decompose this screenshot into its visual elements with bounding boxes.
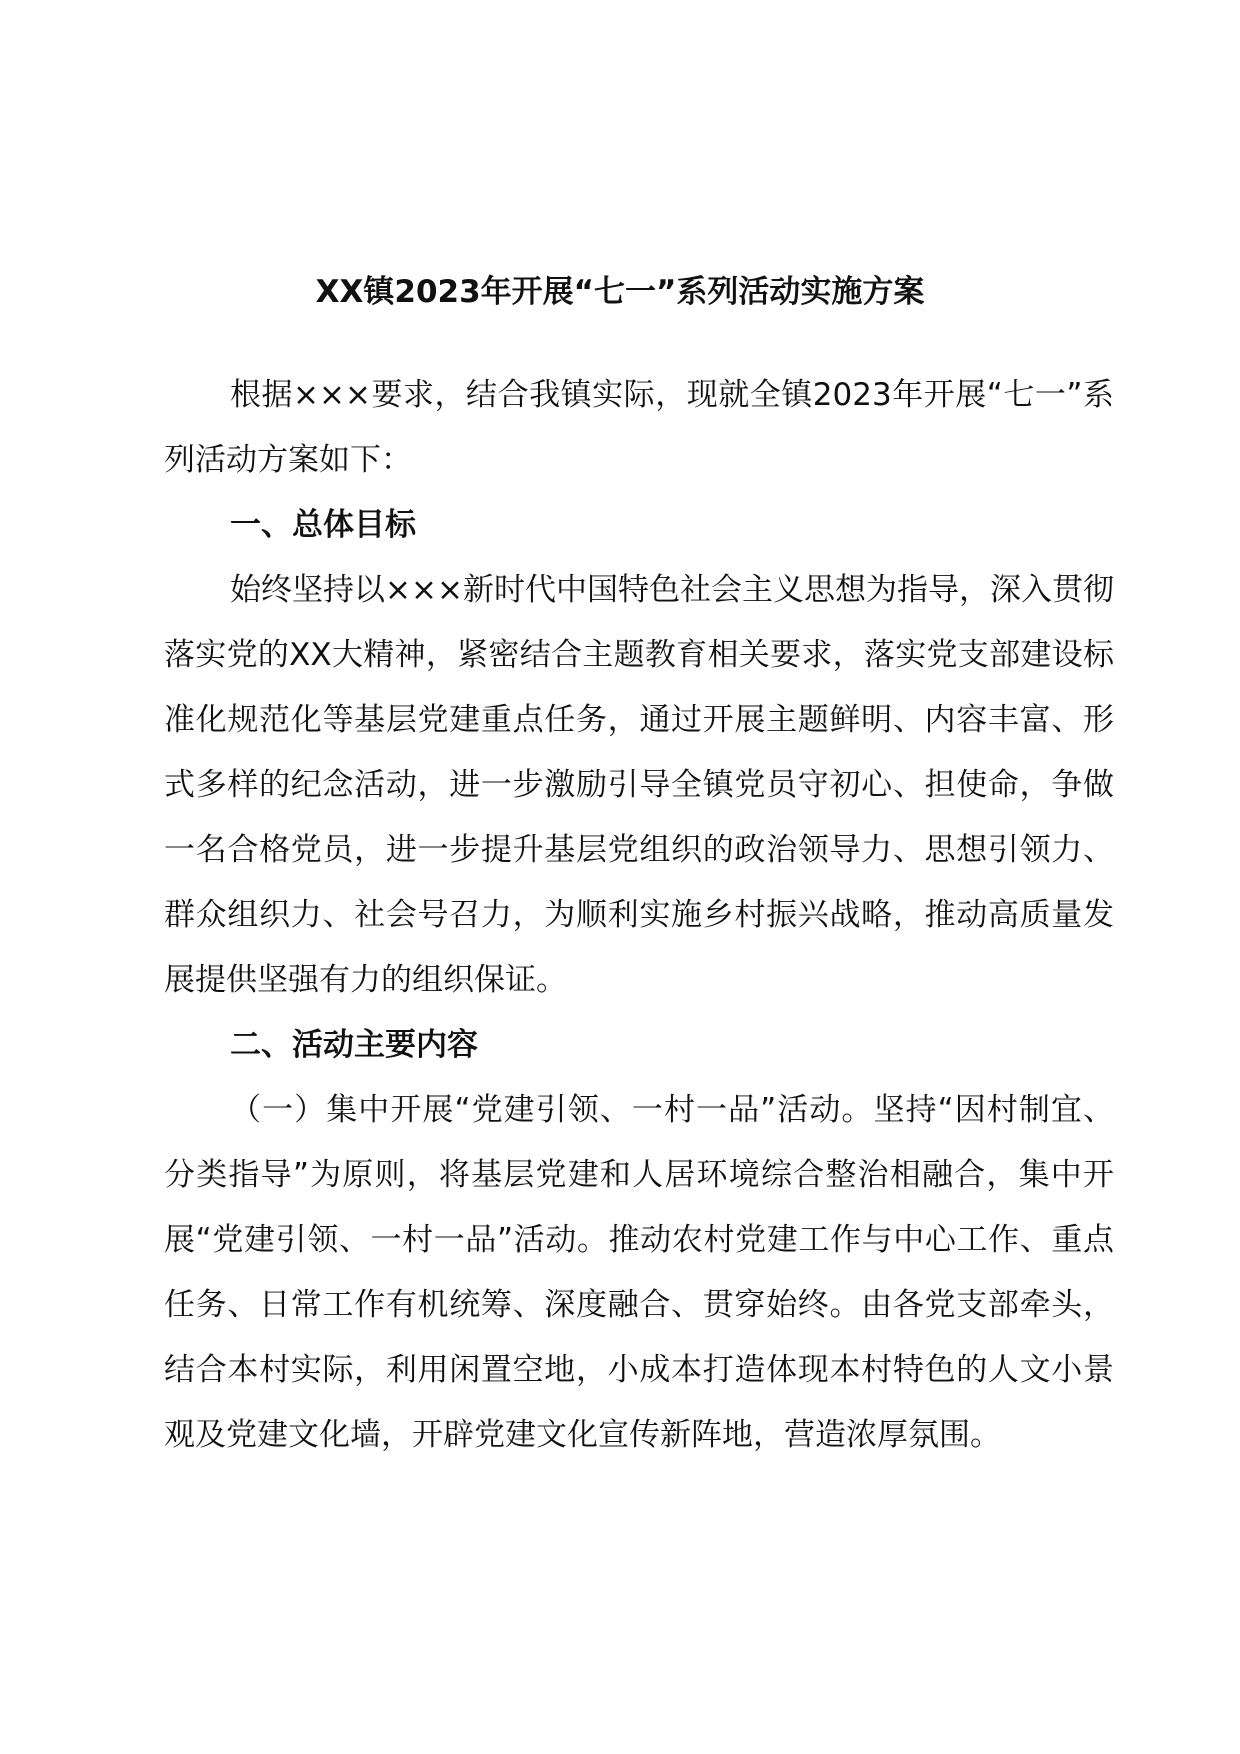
section-heading-overall-goal: 一、总体目标: [230, 507, 416, 543]
document-title: XX镇2023年开展“七一”系列活动实施方案: [315, 274, 925, 310]
main-activities-paragraph: （一）集中开展“党建引领、一村一品”活动。坚持“因村制宜、分类指导”为原则，将基层党建和人居环境综合整治相融合，集中开展“党建引领、一村一品”活动。推动农村党建工作与中心工作、重点任务、日常工作有机统筹、深度融合、贯穿始终。由各党支部牵头，结合本村实际，利用闲置空地，小成本打造体现本村特色的人文小景观及党建文化墙，开辟党建文化宣传新阵地，营造浓厚氛围。: [164, 1092, 1114, 1453]
overall-goal-paragraph: 始终坚持以×××新时代中国特色社会主义思想为指导，深入贯彻落实党的XX大精神，紧密结合主题教育相关要求，落实党支部建设标准化规范化等基层党建重点任务，通过开展主题鲜明、内容丰富、形式多样的纪念活动，进一步激励引导全镇党员守初心、担使命，争做一名合格党员，进一步提升基层党组织的政治领导力、思想引领力、群众组织力、社会号召力，为顺利实施乡村振兴战略，推动高质量发展提供坚强有力的组织保证。: [164, 572, 1114, 998]
section-heading-main-activities: 二、活动主要内容: [230, 1027, 478, 1063]
intro-paragraph: 根据×××要求，结合我镇实际，现就全镇2023年开展“七一”系列活动方案如下：: [164, 377, 1114, 478]
document-body: [164, 363, 1114, 1468]
